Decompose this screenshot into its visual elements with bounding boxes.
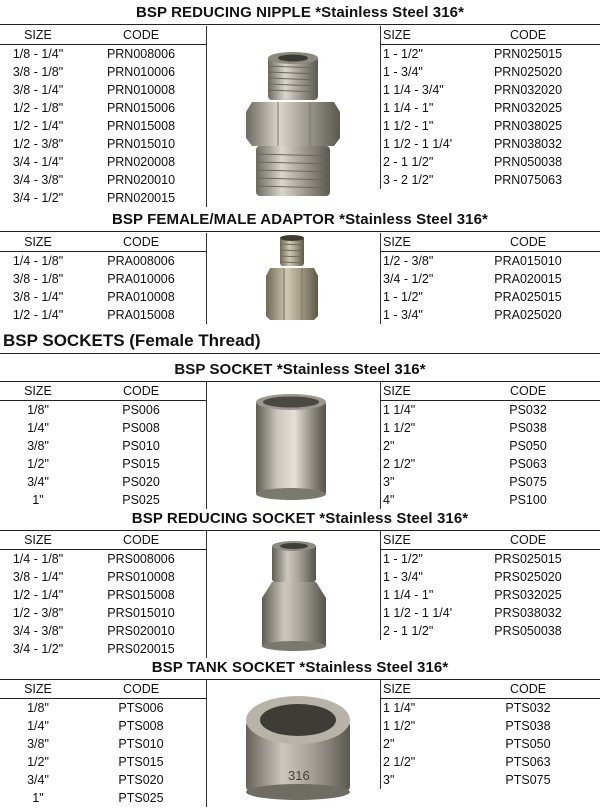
size-cell: 1/2 - 3/8": [12, 137, 64, 151]
code-cell: PS032: [509, 403, 547, 417]
size-cell: 1/2": [27, 755, 49, 769]
section-title: BSP REDUCING NIPPLE *Stainless Steel 316*: [0, 2, 600, 25]
table-row: [0, 771, 206, 789]
code-header: CODE: [509, 682, 547, 696]
table-row: [381, 735, 600, 753]
code-cell: PRA025015: [494, 290, 562, 304]
tank-socket-photo: [238, 690, 358, 802]
size-cell: 1/8": [27, 403, 49, 417]
size-header: SIZE: [24, 682, 52, 696]
size-cell: 1/4 - 1/8": [12, 254, 64, 268]
size-cell: 1 - 3/4": [383, 65, 423, 79]
size-cell: 1/2 - 1/8": [12, 101, 64, 115]
table-row: [381, 270, 600, 288]
code-cell: PRN010008: [106, 83, 176, 97]
table-row: [381, 153, 600, 171]
code-cell: PRS020010: [107, 624, 175, 638]
table-row: [0, 568, 206, 586]
size-cell: 1/2": [27, 457, 49, 471]
code-cell: PRA008006: [107, 254, 175, 268]
size-cell: 3": [383, 773, 395, 787]
table-row: [0, 586, 206, 604]
code-cell: PRA010006: [107, 272, 175, 286]
code-cell: PRA010008: [107, 290, 175, 304]
size-cell: 1 1/4 - 3/4": [383, 83, 444, 97]
size-cell: 3/4 - 1/4": [12, 155, 64, 169]
code-cell: PRA020015: [494, 272, 562, 286]
size-cell: 3/4 - 3/8": [12, 173, 64, 187]
code-cell: PS006: [122, 403, 160, 417]
table-header-row: [381, 233, 600, 252]
size-cell: 3/8 - 1/8": [12, 272, 64, 286]
table-row: [381, 753, 600, 771]
table-row: [0, 491, 206, 509]
code-cell: PRA015010: [494, 254, 562, 268]
size-cell: 1/8 - 1/4": [12, 47, 64, 61]
code-cell: PRS015008: [107, 588, 175, 602]
code-cell: PRS008006: [107, 552, 175, 566]
table-row: [381, 81, 600, 99]
reducing-nipple-photo: [238, 50, 348, 200]
size-cell: 3/4": [27, 475, 49, 489]
section-reducing-socket: [0, 508, 600, 531]
code-cell: PRN025015: [493, 47, 563, 61]
table-row: [0, 135, 206, 153]
code-header: CODE: [122, 235, 160, 249]
code-header: CODE: [509, 28, 547, 42]
code-cell: PRN020015: [106, 191, 176, 205]
size-cell: 3/4 - 3/8": [12, 624, 64, 638]
size-cell: 1 1/2": [383, 421, 416, 435]
section-title: BSP FEMALE/MALE ADAPTOR *Stainless Steel 316*: [0, 209, 600, 232]
code-cell: PRN015010: [106, 137, 176, 151]
size-cell: 1 1/4": [383, 701, 416, 715]
size-cell: 3/8 - 1/4": [12, 570, 64, 584]
table-row: [0, 153, 206, 171]
table-row: [0, 473, 206, 491]
size-cell: 2 - 1 1/2": [383, 624, 434, 638]
table-row: [0, 117, 206, 135]
code-cell: PTS025: [118, 791, 164, 805]
code-cell: PTS010: [118, 737, 164, 751]
reducing-socket-photo: [258, 540, 330, 652]
table-row: [381, 622, 600, 640]
size-cell: 3/4 - 1/2": [12, 191, 64, 205]
size-cell: 3 - 2 1/2": [383, 173, 434, 187]
size-cell: 3/8 - 1/4": [12, 290, 64, 304]
table-row: [0, 171, 206, 189]
code-cell: PRS025015: [494, 552, 562, 566]
socket-photo: [250, 392, 332, 502]
table-header-row: [0, 26, 206, 45]
size-cell: 1 - 1/2": [383, 47, 423, 61]
table-row: [381, 550, 600, 568]
code-cell: PRN032020: [493, 83, 563, 97]
size-cell: 3/8 - 1/8": [12, 65, 64, 79]
size-header: SIZE: [24, 235, 52, 249]
table-row: [381, 771, 600, 789]
table-header-row: [381, 26, 600, 45]
code-cell: PTS008: [118, 719, 164, 733]
table-header-row: [381, 382, 600, 401]
table-row: [0, 735, 206, 753]
table-row: [0, 306, 206, 324]
table-left: [0, 26, 207, 207]
code-cell: PRN038025: [493, 119, 563, 133]
size-header: SIZE: [383, 533, 411, 547]
table-row: [381, 568, 600, 586]
section-title: BSP TANK SOCKET *Stainless Steel 316*: [0, 657, 600, 680]
size-cell: 3/8 - 1/4": [12, 83, 64, 97]
code-header: CODE: [122, 384, 160, 398]
code-cell: PTS020: [118, 773, 164, 787]
code-cell: PTS075: [505, 773, 551, 787]
size-cell: 4": [383, 493, 395, 507]
size-cell: 1 - 1/2": [383, 290, 423, 304]
table-row: [0, 789, 206, 807]
code-cell: PS075: [509, 475, 547, 489]
code-header: CODE: [122, 28, 160, 42]
size-cell: 1/4": [27, 719, 49, 733]
code-cell: PRN032025: [493, 101, 563, 115]
size-cell: 1": [32, 493, 44, 507]
table-row: [381, 401, 600, 419]
size-cell: 2 1/2": [383, 457, 416, 471]
size-header: SIZE: [383, 28, 411, 42]
table-row: [381, 491, 600, 509]
table-row: [381, 252, 600, 270]
code-cell: PTS050: [505, 737, 551, 751]
size-cell: 1/4": [27, 421, 49, 435]
code-header: CODE: [122, 682, 160, 696]
size-cell: 1/2 - 1/4": [12, 119, 64, 133]
size-cell: 3/4 - 1/2": [12, 642, 64, 656]
table-row: [0, 622, 206, 640]
table-row: [381, 586, 600, 604]
table-row: [0, 550, 206, 568]
code-cell: PRA015008: [107, 308, 175, 322]
section-title: BSP REDUCING SOCKET *Stainless Steel 316*: [0, 508, 600, 531]
stamp-316: 316: [288, 768, 310, 783]
code-header: CODE: [122, 533, 160, 547]
code-cell: PRN020008: [106, 155, 176, 169]
table-row: [0, 640, 206, 658]
code-cell: PRN025020: [493, 65, 563, 79]
size-header: SIZE: [383, 682, 411, 696]
code-cell: PS050: [509, 439, 547, 453]
table-header-row: [0, 531, 206, 550]
table-row: [0, 717, 206, 735]
code-cell: PS038: [509, 421, 547, 435]
table-header-row: [381, 680, 600, 699]
code-cell: PRN038032: [493, 137, 563, 151]
table-row: [381, 135, 600, 153]
adaptor-photo: [262, 234, 322, 322]
table-row: [381, 699, 600, 717]
size-cell: 3/4": [27, 773, 49, 787]
table-header-row: [0, 382, 206, 401]
table-row: [381, 99, 600, 117]
table-row: [0, 288, 206, 306]
table-header-row: [381, 531, 600, 550]
size-cell: 1 1/2 - 1": [383, 119, 434, 133]
size-header: SIZE: [383, 384, 411, 398]
table-left: [0, 382, 207, 509]
table-right: [380, 26, 600, 189]
table-row: [0, 437, 206, 455]
table-row: [381, 419, 600, 437]
table-right: [380, 531, 600, 640]
code-cell: PRN015008: [106, 119, 176, 133]
code-header: CODE: [509, 533, 547, 547]
code-cell: PRN050038: [493, 155, 563, 169]
table-row: [0, 401, 206, 419]
code-cell: PRS038032: [494, 606, 562, 620]
table-row: [381, 45, 600, 63]
table-row: [0, 252, 206, 270]
table-row: [381, 437, 600, 455]
table-right: [380, 382, 600, 509]
size-header: SIZE: [383, 235, 411, 249]
size-cell: 3/8": [27, 439, 49, 453]
code-cell: PRS025020: [494, 570, 562, 584]
table-right: [380, 233, 600, 324]
table-row: [0, 604, 206, 622]
code-cell: PS100: [509, 493, 547, 507]
table-row: [381, 63, 600, 81]
code-cell: PS063: [509, 457, 547, 471]
table-row: [381, 604, 600, 622]
size-cell: 1/4 - 1/8": [12, 552, 64, 566]
table-row: [381, 473, 600, 491]
code-cell: PRA025020: [494, 308, 562, 322]
table-header-row: [0, 233, 206, 252]
size-cell: 3": [383, 475, 395, 489]
section-title: BSP SOCKET *Stainless Steel 316*: [0, 359, 600, 382]
size-cell: 3/4 - 1/2": [383, 272, 434, 286]
table-row: [0, 45, 206, 63]
size-cell: 1": [32, 791, 44, 805]
size-cell: 1 - 3/4": [383, 570, 423, 584]
table-header-row: [0, 680, 206, 699]
size-cell: 1/2 - 3/8": [383, 254, 434, 268]
size-cell: 1 - 1/2": [383, 552, 423, 566]
size-cell: 1 1/4": [383, 403, 416, 417]
table-row: [0, 63, 206, 81]
size-cell: 2 - 1 1/2": [383, 155, 434, 169]
code-cell: PS015: [122, 457, 160, 471]
size-header: SIZE: [24, 533, 52, 547]
code-cell: PRN008006: [106, 47, 176, 61]
code-header: CODE: [509, 384, 547, 398]
code-cell: PTS006: [118, 701, 164, 715]
code-cell: PRN075063: [493, 173, 563, 187]
code-cell: PRN015006: [106, 101, 176, 115]
code-cell: PS025: [122, 493, 160, 507]
size-cell: 2": [383, 737, 395, 751]
size-cell: 1 1/4 - 1": [383, 588, 434, 602]
section-reducing-nipple: [0, 2, 600, 25]
code-header: CODE: [509, 235, 547, 249]
size-header: SIZE: [24, 28, 52, 42]
code-cell: PRS010008: [107, 570, 175, 584]
table-row: [381, 717, 600, 735]
code-cell: PTS032: [505, 701, 551, 715]
code-cell: PRS015010: [107, 606, 175, 620]
table-row: [0, 81, 206, 99]
section-socket: [0, 359, 600, 382]
table-row: [381, 117, 600, 135]
table-row: [0, 753, 206, 771]
table-row: [0, 699, 206, 717]
size-cell: 2 1/2": [383, 755, 416, 769]
table-row: [0, 99, 206, 117]
table-row: [0, 455, 206, 473]
size-cell: 1 1/2 - 1 1/4': [383, 137, 453, 151]
size-cell: 1 - 3/4": [383, 308, 423, 322]
code-cell: PRN020010: [106, 173, 176, 187]
size-cell: 1/2 - 3/8": [12, 606, 64, 620]
size-cell: 1/8": [27, 701, 49, 715]
size-cell: 1/2 - 1/4": [12, 588, 64, 602]
size-header: SIZE: [24, 384, 52, 398]
table-left: [0, 531, 207, 658]
size-cell: 1 1/2": [383, 719, 416, 733]
size-cell: 2": [383, 439, 395, 453]
table-left: [0, 680, 207, 807]
code-cell: PTS063: [505, 755, 551, 769]
section-tank-socket: [0, 657, 600, 680]
size-cell: 1/2 - 1/4": [12, 308, 64, 322]
code-cell: PS010: [122, 439, 160, 453]
group-heading-sockets: BSP SOCKETS (Female Thread): [0, 329, 600, 354]
code-cell: PS008: [122, 421, 160, 435]
table-row: [381, 306, 600, 324]
section-adaptor: [0, 209, 600, 232]
code-cell: PRS032025: [494, 588, 562, 602]
table-left: [0, 233, 207, 324]
size-cell: 1 1/2 - 1 1/4': [383, 606, 453, 620]
code-cell: PS020: [122, 475, 160, 489]
table-row: [381, 455, 600, 473]
table-row: [0, 189, 206, 207]
code-cell: PRS050038: [494, 624, 562, 638]
code-cell: PTS038: [505, 719, 551, 733]
code-cell: PTS015: [118, 755, 164, 769]
size-cell: 3/8": [27, 737, 49, 751]
table-right: [380, 680, 600, 789]
table-row: [0, 419, 206, 437]
size-cell: 1 1/4 - 1": [383, 101, 434, 115]
code-cell: PRS020015: [107, 642, 175, 656]
table-row: [381, 288, 600, 306]
code-cell: PRN010006: [106, 65, 176, 79]
table-row: [381, 171, 600, 189]
table-row: [0, 270, 206, 288]
